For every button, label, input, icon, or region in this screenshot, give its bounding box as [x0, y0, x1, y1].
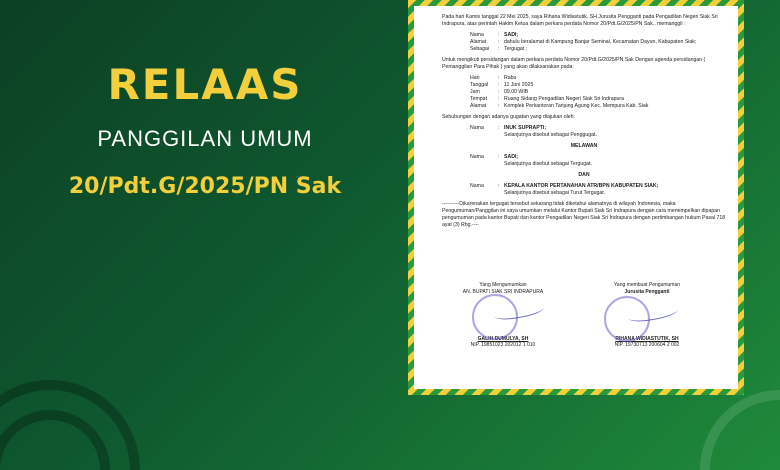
label: Sebagai: [470, 46, 490, 53]
lawsuit-intro: Sehubungan dengan adanya gugatan yang diajukan oleh:: [442, 114, 575, 121]
announcement-paragraph: ----------Dikarenakan tergugat tersebut sekarang tidak diketahui alamatnya di wilayah Indonesia, maka Pengumuman/Panggilan ini saya umumkan melalui Kantor Bupati Siak Sri Indrapura dengan cara menempelkan dipapan pengumuman pada kantor Bupati dan kantor Pengadilan Negeri Siak Sri Indrapura dengan pertimbangan hukum Pasal 718 ayat (3) Rbg.----: [442, 201, 726, 229]
party-address: dahulu beralamat di Kampung Banjar Seminai, Kecamatan Dayun, Kabupaten Siak;: [504, 39, 697, 46]
party-name: SADI;: [504, 154, 519, 161]
label: Jam: [470, 89, 480, 96]
value: 09.00 WIB: [504, 89, 529, 96]
case-number: 20/Pdt.G/2025/PN Sak: [68, 174, 342, 199]
party-name: KEPALA KANTOR PERTANAHAN ATR/BPN KABUPATEN SIAK;: [504, 183, 659, 190]
label: Nama: [470, 183, 484, 190]
party-role: Selanjutnya disebut sebagai Tergugat.: [504, 161, 592, 168]
signature-title: Jurusita Pengganti: [624, 288, 670, 295]
party-name: SADI;: [504, 32, 519, 39]
value: Rabu: [504, 75, 517, 82]
party-name: INUK SUPRAPTI;: [504, 125, 547, 132]
party-role: Selanjutnya disebut sebagai Penggugat.: [504, 132, 597, 139]
label: Nama: [470, 154, 484, 161]
label: Tempat: [470, 96, 488, 103]
defendant-block: Nama : SADI; Selanjutnya disebut sebagai Tergugat.: [442, 154, 726, 168]
label: Alamat: [470, 103, 487, 110]
intro-paragraph: Pada hari Kamis tanggal 22 Mei 2025, saya Rihana Widiastutik, SH Jurusita Pengganti pada Pengadilan Negeri Siak Sri Indrapura, atas perintah Hakim Ketua dalam perkara perdata Nomor 20/Pdt.G/2025/PN Sak., memanggil :: [442, 14, 718, 28]
signer-name: GALIH DUMULYA, SH: [477, 335, 529, 342]
decorative-arc: [700, 390, 780, 470]
label: Nama: [470, 32, 484, 39]
signature-title: AN. BUPATI SIAK SRI INDRAPURA: [462, 288, 544, 295]
signer-nip: NIP. 19851023 202012 1 010: [470, 342, 536, 349]
document-frame: [408, 0, 744, 395]
plaintiff-block: Nama : INUK SUPRAPTI; Selanjutnya disebut sebagai Penggugat.: [442, 125, 726, 139]
melawan-heading: MELAWAN: [570, 143, 598, 150]
dan-heading: DAN: [578, 172, 590, 179]
label: Alamat: [470, 39, 487, 46]
signer-name: RIHANA WIDIASTUTIK, SH: [615, 335, 679, 342]
value: Komplek Perkantoran Tanjung Agung Kec. Mempura Kab. Siak: [504, 103, 649, 110]
value: Ruang Sidang Pengadilan Negeri Siak Sri Indrapura: [504, 96, 624, 103]
agenda-paragraph: Untuk mengikuti persidangan dalam perkara perdata Nomor 20/Pdt.G/2025/PN Sak Dengan agenda persidangan ( Pemanggilan Para Pihak ) yang akan dilaksanakan pada:: [442, 57, 706, 71]
value: 11 Juni 2025: [504, 82, 534, 89]
headline: RELAAS: [107, 60, 303, 109]
label: Tanggal: [470, 82, 489, 89]
signature-title: Yang membuat Pengumuman: [613, 282, 681, 288]
co-defendant-block: Nama : KEPALA KANTOR PERTANAHAN ATR/BPN KABUPATEN SIAK; Selanjutnya disebut sebagai Turut Tergugat.: [442, 183, 726, 197]
schedule-block: Hari : Rabu Tanggal : 11 Juni 2025 Jam : 09.00 WIB Tempat : Ruang Sidang Pengadilan Negeri Siak Sri Indrapura Alamat : Komplek Perkantoran Tanjung Agung Kec. Mempura Kab. Siak: [442, 75, 726, 110]
party-role: Tergugat ;: [504, 46, 528, 53]
signer-nip: NIP. 19730713 200604 2 002: [614, 342, 680, 349]
party-role: Selanjutnya disebut sebagai Turut Tergugat.: [504, 190, 606, 197]
label: Nama: [470, 125, 484, 132]
document-page: [414, 6, 738, 389]
signature-title: Yang Mengumumkan: [479, 282, 527, 288]
subheadline: PANGGILAN UMUM: [97, 126, 313, 151]
label: Hari: [470, 75, 480, 82]
party-block: Nama : SADI; Alamat : dahulu beralamat di Kampung Banjar Seminai, Kecamatan Dayun, Kabupaten Siak; Sebagai : Tergugat ;: [442, 32, 726, 53]
